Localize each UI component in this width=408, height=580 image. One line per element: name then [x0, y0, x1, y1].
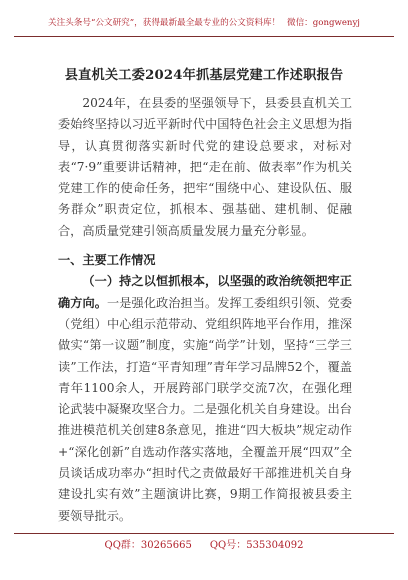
subsection-heading: （一）持之以恒抓根本，以坚强的政治统领把牢正确方向。 — [58, 274, 352, 310]
document-title: 县直机关工委2024年抓基层党建工作述职报告 — [64, 68, 344, 83]
footer-qq-number: QQ号：535304092 — [209, 540, 304, 551]
subsection-paragraph — [58, 271, 352, 527]
section-heading: 一、主要工作情况 — [58, 253, 156, 268]
header-wechat: 微信：gongwenyj — [286, 18, 360, 28]
intro-paragraph: 2024年，在县委的坚强领导下，县委县直机关工委始终坚持以习近平新时代中国特色社会主义思想为指导，认真贯彻落实新时代党的建设总要求，对标对表“7·9”重要讲话精神，把“走在前、做表率”作为机关党建工作的使命任务，把牢“围绕中心、建设队伍、服务群众”职责定位，抓根本、强基础、建机制、促融合，高质量党建引领高质量发展力量充分彰显。 — [58, 96, 352, 238]
header-notice: 关注头条号“公文研究”，获得最新最全最专业的公文资料库！ — [48, 18, 281, 28]
page-header — [14, 10, 394, 37]
subsection-body: 一是强化政治担当。发挥工委组织引领、党委（党组）中心组示范带动、党组织阵地平台作用，推深做实“第一议题”制度，实施“尚学”计划，坚持“三学三读”工作法，打造“平青知理”青年学习品牌52个，覆盖青年1100余人，开展跨部门联学交流7次，在强化理论武装中凝聚攻坚合力。二是强化机关自身建设。出台推进模范机关创建8条意见，推进“四大板块”规定动作+“深化创新”自选动作落实落地，全覆盖开展“四双”全员谈话成功率办“担时代之责做最好干部推进机关自身建设扎实有效”主题演讲比赛，9期工作简报被县委主要领导批示。 — [58, 295, 353, 523]
document-body — [58, 93, 352, 527]
footer-qq-group: QQ群：30265665 — [104, 540, 192, 551]
page-footer — [14, 533, 394, 564]
